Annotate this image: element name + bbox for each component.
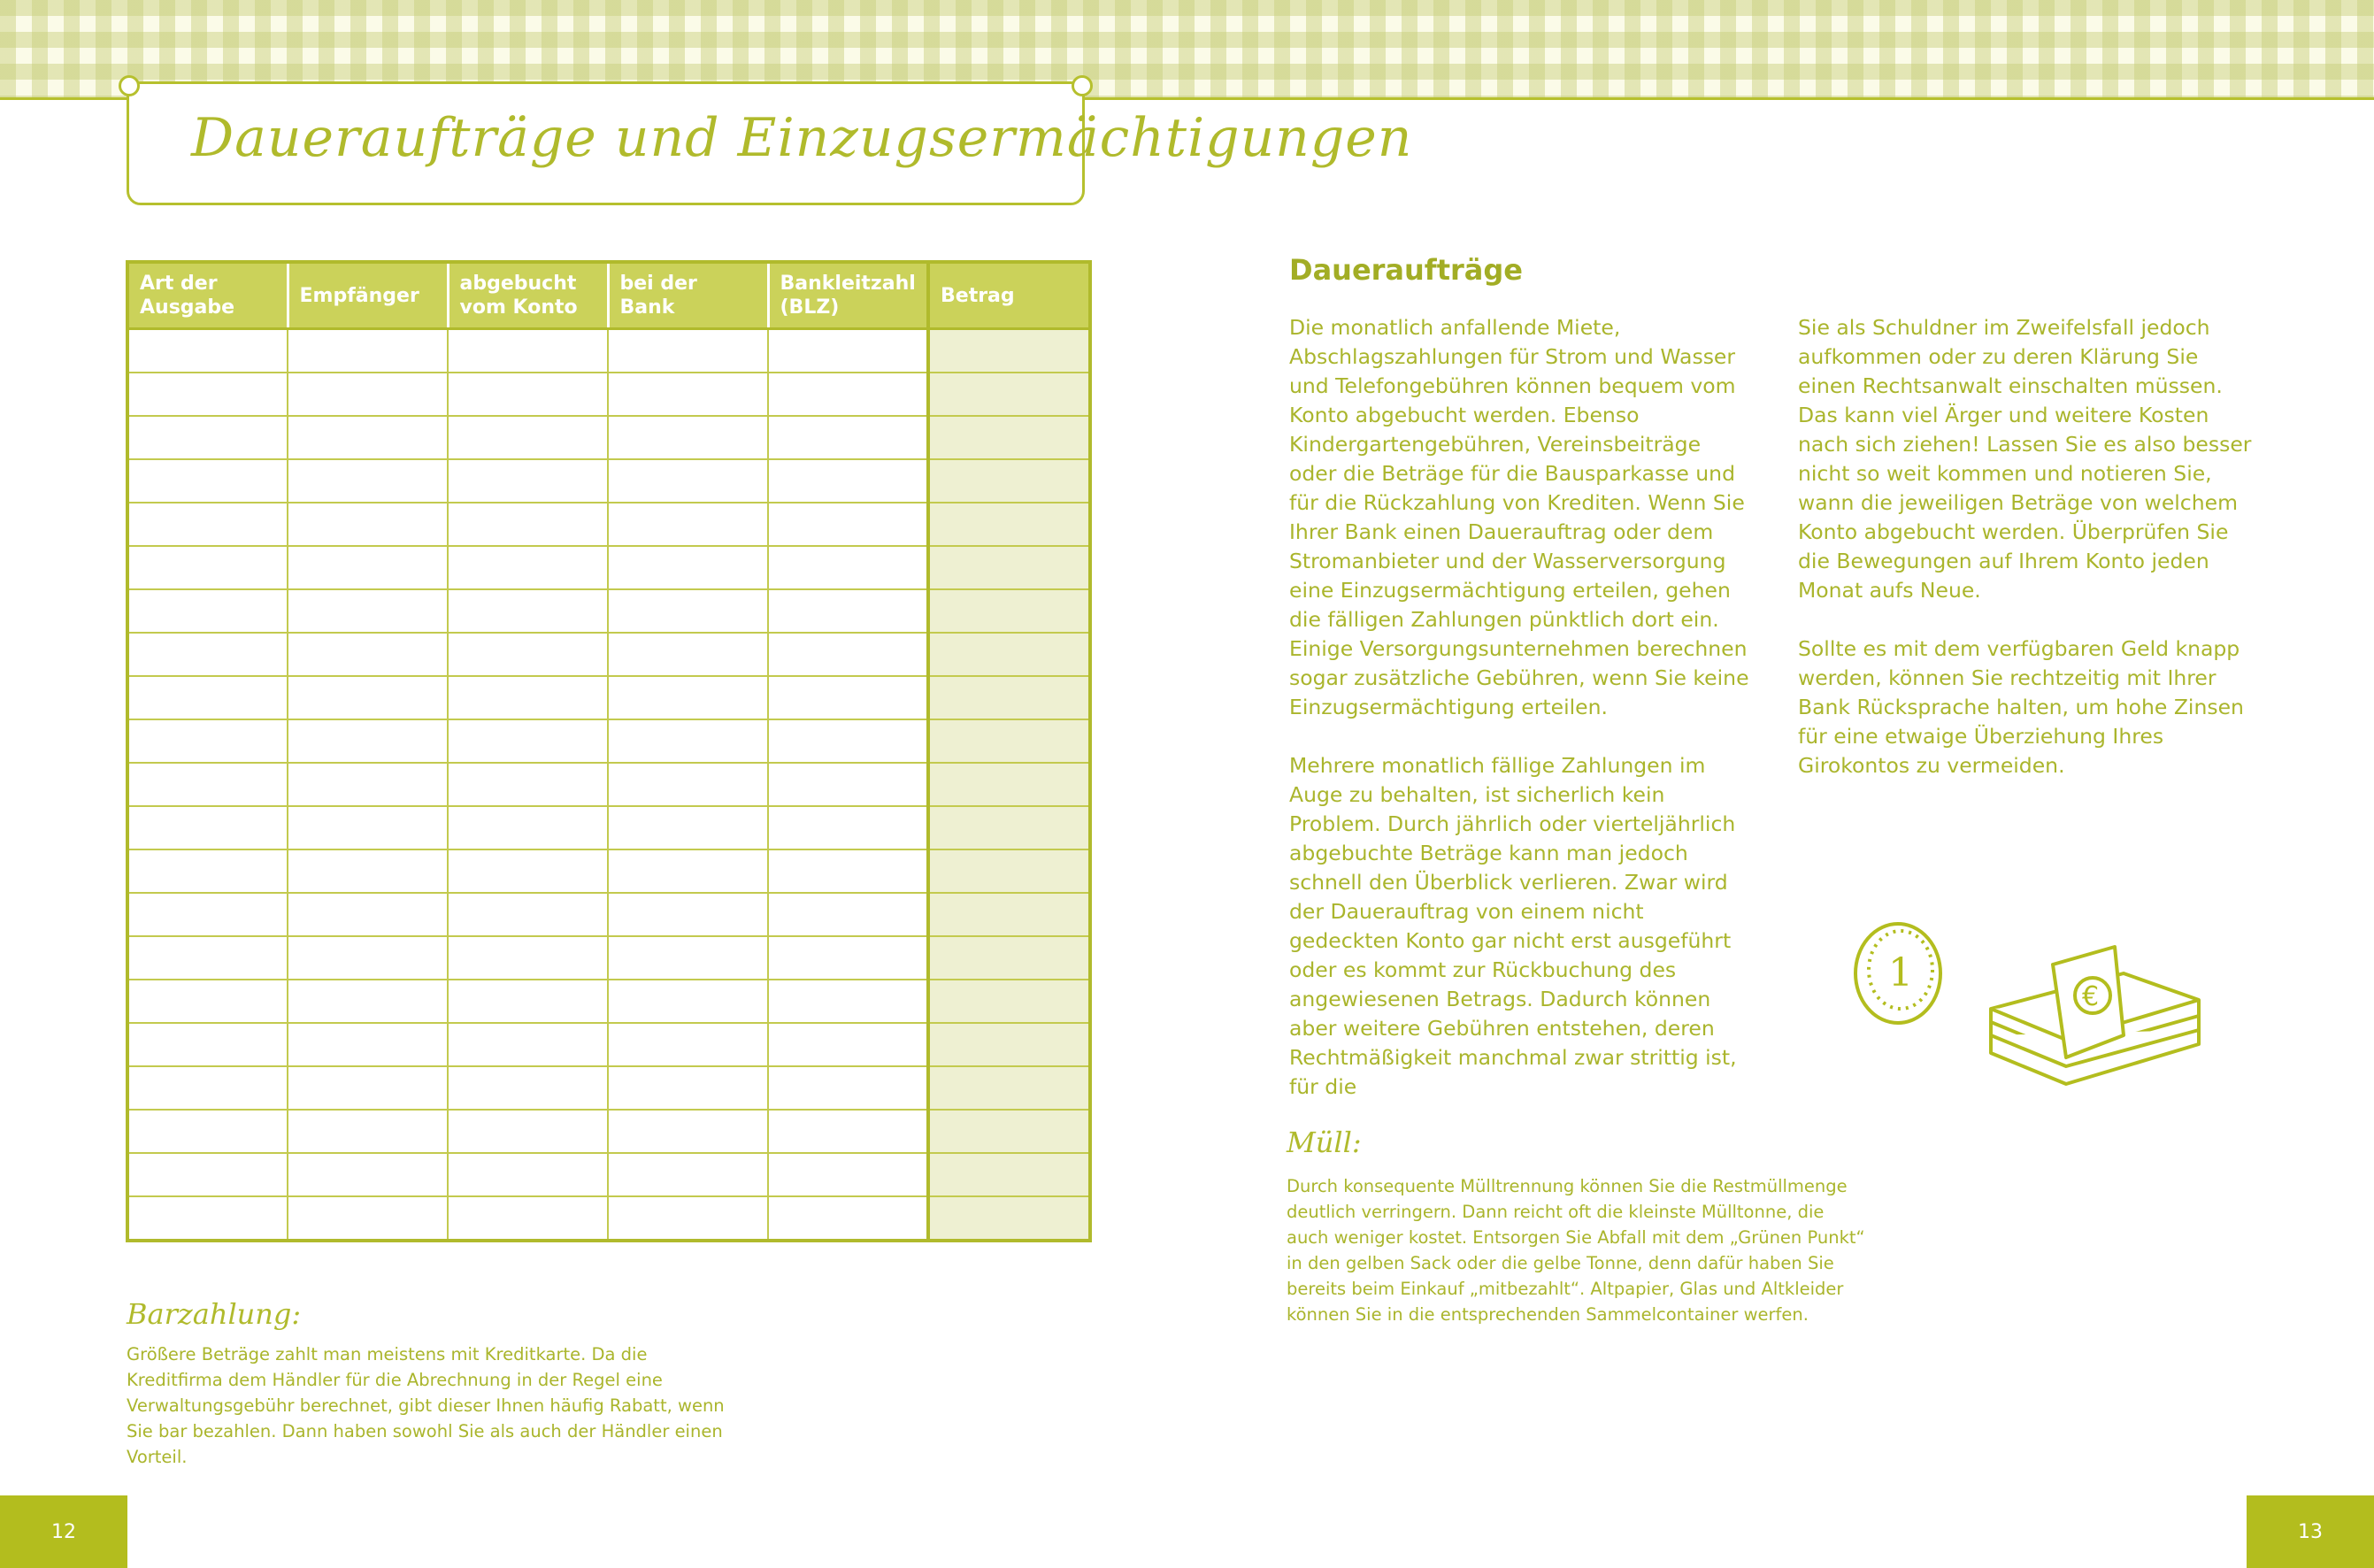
paragraph: Mehrere monatlich fällige Zahlungen im Auge zu behalten, ist sicherlich kein Problem. Durch jährlich oder vierteljährlich abgebuchte Beträge kann man jedoch schnell den Überblick verlieren. Zwar wird der Dauerauftrag von einem nicht gedeckten Konto gar nicht erst ausgeführt oder es kommt zur Rückbuchung des angewiesenen Betrags. Dadurch können aber weitere Gebühren entstehen, deren Rechtmäßigkeit manchmal zwar strittig ist, für die [1289,753,1737,1099]
table-cell [288,806,448,849]
table-cell [448,589,608,633]
paragraph: Die monatlich anfallende Miete, Abschlagszahlungen für Strom und Wasser und Telefongebühren können bequem vom Konto abgebucht werden. Ebenso Kindergartengebühren, Vereinsbeiträge oder die Beträge für die Bausparkasse und für die Rückzahlung von Krediten. Wenn Sie Ihrer Bank einen Dauerauftrag oder dem Stromanbieter und der Wasserversorgung eine Einzugsermächtigung erteilen, gehen die fälligen Zahlungen pünktlich dort ein. Einige Versorgungsunternehmen berechnen sogar zusätzliche Gebühren, wenn Sie keine Einzugsermächtigung erteilen. [1289,315,1749,719]
table-cell [448,503,608,546]
table-cell [608,416,768,459]
table-cell [608,763,768,806]
table-cell [288,980,448,1023]
amount-cell [928,1110,1090,1153]
amount-cell [928,329,1090,373]
table-cell [768,676,928,719]
table-row [127,980,1090,1023]
table-row [127,1066,1090,1110]
table-cell [608,373,768,416]
amount-cell [928,980,1090,1023]
table-row [127,1023,1090,1066]
table-cell [448,416,608,459]
table-cell [127,589,288,633]
table-cell [288,546,448,589]
table-cell [608,676,768,719]
table-row [127,763,1090,806]
page-number-right: 13 [2247,1495,2374,1568]
table-cell [127,763,288,806]
table-cell [127,329,288,373]
table-cell [288,633,448,676]
amount-cell [928,1153,1090,1196]
amount-cell [928,763,1090,806]
table-cell [768,1153,928,1196]
table-cell [608,893,768,936]
table-cell [608,849,768,893]
table-cell [448,1110,608,1153]
table-cell [127,806,288,849]
amount-cell [928,806,1090,849]
table-cell [448,676,608,719]
table-row [127,1153,1090,1196]
table-cell [288,589,448,633]
standing-orders-table [126,260,1092,1242]
table-row [127,546,1090,589]
table-row [127,719,1090,763]
table-row [127,1110,1090,1153]
table-row [127,893,1090,936]
tip-cash-heading: Barzahlung: [127,1297,302,1331]
euro-symbol: € [2082,981,2100,1012]
table-row [127,633,1090,676]
table-cell [288,416,448,459]
table-cell [768,1196,928,1241]
col-header-account: abgebucht vom Konto [448,262,608,329]
amount-cell [928,373,1090,416]
table-cell [288,1110,448,1153]
col-header-blz: Bankleitzahl (BLZ) [768,262,928,329]
table-cell [127,676,288,719]
table-cell [608,329,768,373]
table-cell [288,1196,448,1241]
amount-cell [928,503,1090,546]
table-cell [768,936,928,980]
col-header-recipient: Empfänger [288,262,448,329]
tip-cash-text: Größere Beträge zahlt man meistens mit Kreditkarte. Da die Kreditfirma dem Händler für die Abrechnung in der Regel eine Verwaltungsgebühr berechnet, gibt dieser Ihnen häufig Rabatt, wenn Sie bar bezahlen. Dann haben sowohl Sie als auch der Händler einen Vorteil. [127,1344,725,1467]
table-row [127,373,1090,416]
table-cell [768,459,928,503]
table-cell [127,546,288,589]
table-cell [127,1110,288,1153]
table-cell [448,893,608,936]
table-cell [448,806,608,849]
table-cell [288,373,448,416]
table-cell [448,1023,608,1066]
table-cell [127,893,288,936]
table-cell [127,1153,288,1196]
table-cell [127,1023,288,1066]
tip-waste-heading: Müll: [1287,1126,1362,1159]
table-row [127,806,1090,849]
table-row [127,329,1090,373]
amount-cell [928,893,1090,936]
section-heading: Daueraufträge [1289,253,1523,287]
table-row [127,416,1090,459]
table-cell [768,633,928,676]
table-cell [127,503,288,546]
table-header-row [127,262,1090,329]
table-cell [608,1023,768,1066]
table-cell [448,459,608,503]
table-cell [768,893,928,936]
table-cell [608,1066,768,1110]
table-cell [768,806,928,849]
paragraph: Sollte es mit dem verfügbaren Geld knapp werden, können Sie rechtzeitig mit Ihrer Bank Rücksprache halten, um hohe Zinsen für eine etwaige Überziehung Ihres Girokontos zu vermeiden. [1798,636,2244,778]
table-cell [768,719,928,763]
coin-icon [1855,924,1940,1023]
table-cell [608,546,768,589]
table-cell [448,1196,608,1241]
table-cell [608,1153,768,1196]
text-column-1 [1289,313,1749,1131]
amount-cell [928,1196,1090,1241]
table-row [127,1196,1090,1241]
col-header-amount: Betrag [928,262,1090,329]
table-cell [608,1110,768,1153]
table-cell [288,329,448,373]
table-cell [288,849,448,893]
page-title: Daueraufträge und Einzugsermächtigungen [191,107,1413,169]
money-illustration [1849,911,2221,1106]
col-header-bank: bei der Bank [608,262,768,329]
amount-cell [928,546,1090,589]
table-cell [608,806,768,849]
table-cell [608,1196,768,1241]
table-cell [448,719,608,763]
table-cell [768,416,928,459]
amount-cell [928,459,1090,503]
banknote-stack-icon [1991,947,2199,1084]
amount-cell [928,589,1090,633]
table-cell [448,633,608,676]
amount-cell [928,719,1090,763]
table-cell [288,1066,448,1110]
table-cell [448,329,608,373]
table-cell [768,1023,928,1066]
table-cell [288,763,448,806]
table-cell [448,1066,608,1110]
table-cell [608,980,768,1023]
table-cell [127,459,288,503]
amount-cell [928,416,1090,459]
table-row [127,676,1090,719]
table-cell [608,459,768,503]
amount-cell [928,1023,1090,1066]
table-cell [288,936,448,980]
table-cell [608,936,768,980]
text-column-2 [1798,313,2258,810]
table-cell [608,633,768,676]
amount-cell [928,1066,1090,1110]
table-cell [288,1153,448,1196]
table-cell [768,589,928,633]
table-cell [127,416,288,459]
table-cell [608,719,768,763]
table-cell [448,1153,608,1196]
amount-cell [928,849,1090,893]
table-cell [288,893,448,936]
table-row [127,503,1090,546]
table-cell [448,763,608,806]
table-cell [768,329,928,373]
table-cell [768,546,928,589]
table-cell [448,373,608,416]
tip-waste-text: Durch konsequente Mülltrennung können Sie die Restmüllmenge deutlich verringern. Dann reicht oft die kleinste Mülltonne, die auch weniger kostet. Entsorgen Sie Abfall mit dem „Grünen Punkt“ in den gelben Sack oder die gelbe Tonne, denn dafür haben Sie bereits beim Einkauf „mitbezahlt“. Altpapier, Glas und Altkleider können Sie in die entsprechenden Sammelcontainer werfen. [1287,1176,1865,1325]
table-cell [288,503,448,546]
table-cell [127,980,288,1023]
table-cell [288,719,448,763]
table-cell [768,849,928,893]
table-cell [768,1066,928,1110]
page-number-left: 12 [0,1495,127,1568]
table-cell [127,936,288,980]
table-cell [448,546,608,589]
table-cell [768,373,928,416]
col-header-type: Art der Ausgabe [127,262,288,329]
table-cell [127,373,288,416]
table-row [127,589,1090,633]
table-cell [127,849,288,893]
table-cell [448,936,608,980]
table-cell [608,589,768,633]
amount-cell [928,676,1090,719]
table-cell [768,503,928,546]
paragraph: Sie als Schuldner im Zweifelsfall jedoch aufkommen oder zu deren Klärung Sie einen Rechtsanwalt einschalten müssen. Das kann viel Ärger und weitere Kosten nach sich ziehen! Lassen Sie es also besser nicht so weit kommen und notieren Sie, wann die jeweiligen Beträge von welchem Konto abgebucht werden. Überprüfen Sie die Bewegungen auf Ihrem Konto jeden Monat aufs Neue. [1798,315,2252,603]
table-cell [127,719,288,763]
table-cell [127,1196,288,1241]
coin-value: 1 [1888,950,1913,995]
table-cell [768,980,928,1023]
table-cell [288,1023,448,1066]
title-frame [127,81,1413,205]
table-row [127,936,1090,980]
table-cell [288,676,448,719]
table-row [127,459,1090,503]
table-cell [448,849,608,893]
amount-cell [928,936,1090,980]
table-cell [288,459,448,503]
table-cell [127,1066,288,1110]
table-cell [448,980,608,1023]
amount-cell [928,633,1090,676]
table-cell [768,1110,928,1153]
table-row [127,849,1090,893]
table-cell [608,503,768,546]
table-cell [127,633,288,676]
table-cell [768,763,928,806]
